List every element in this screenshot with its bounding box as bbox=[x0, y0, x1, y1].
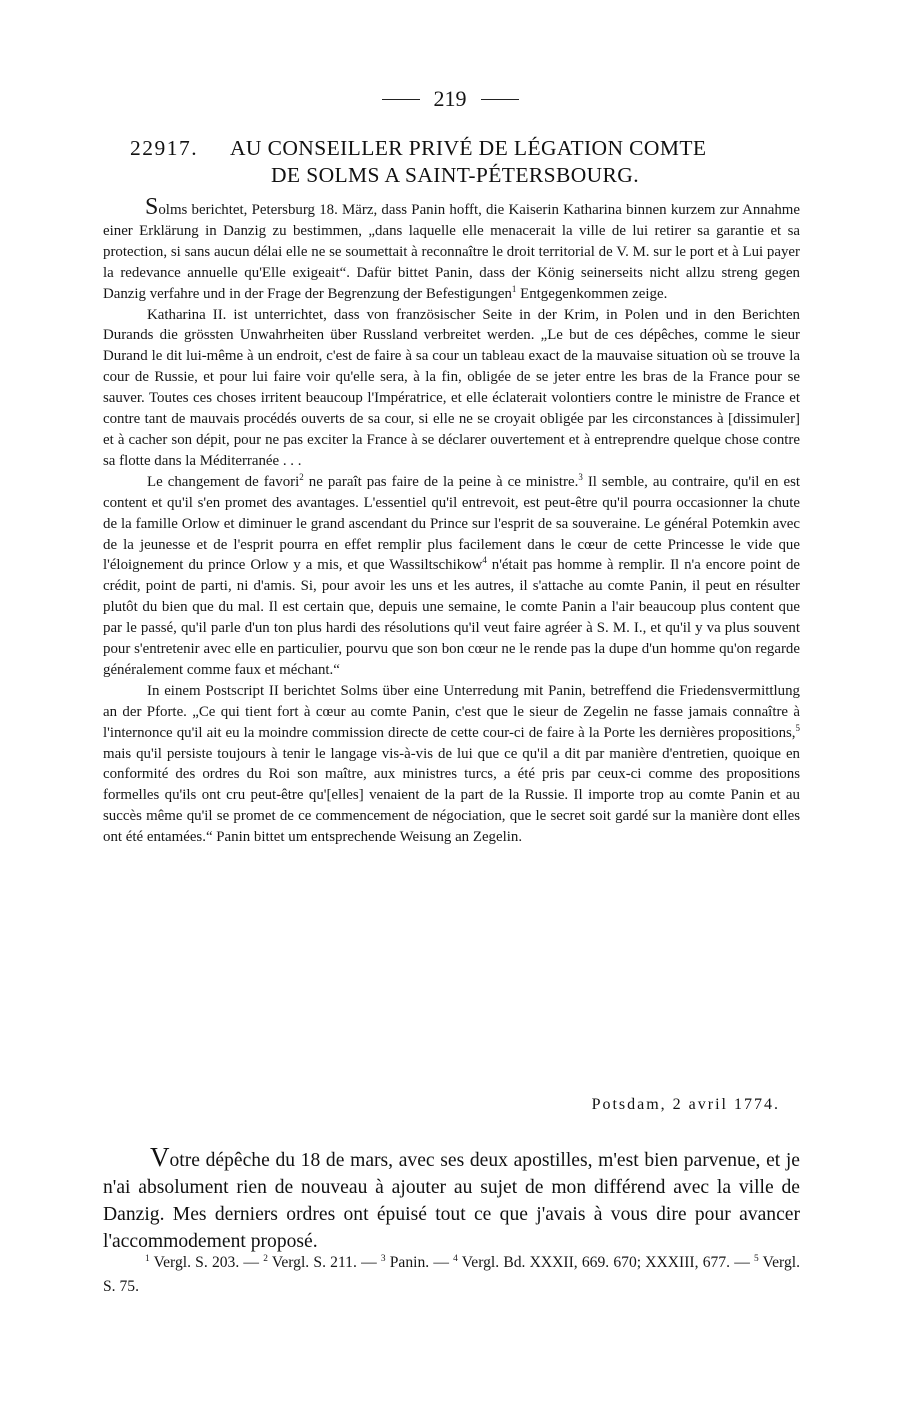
paragraph-3 bbox=[103, 472, 800, 681]
summary-text bbox=[103, 194, 801, 848]
paragraph-1-tail: Entgegenkommen zeige. bbox=[516, 285, 668, 302]
footnote-mark-1: 1 bbox=[145, 1253, 150, 1264]
paragraph-3-text-c: Il semble, au contraire, qu'il en est content et qu'il s'en promet des avantages. L'essentiel qu'il entrevoit, est peut-être qu'il pourra occasionner la chute de la famille Orlow et diminuer le grand ascendant du Prince sur l'esprit de sa souveraine. Le général Potemkin avec de la jeunesse et de l'esprit pourra en effet remplir plus facilement dans le cœur de cette Princesse le vide que l'éloignement du prince Orlow y a mis, et que Wassiltschikow bbox=[103, 473, 801, 574]
document-number: 22917. bbox=[130, 136, 199, 160]
paragraph-4-text-a: In einem Postscript II berichtet Solms über eine Unterredung mit Panin, betreffend die Friedensvermittlung an der Pforte. „Ce qui tient fort à cœur au comte Panin, c'est que le sieur de Zegelin ne fasse jamais connaître à l'internonce qu'il ait eu la moindre commission directe de cette cour-ci de faire à la Porte les dernières propositions, bbox=[103, 682, 800, 741]
footnote-ref-1: 1 bbox=[511, 283, 517, 294]
footnote-text-1: Vergl. S. 203. — bbox=[149, 1254, 264, 1271]
footnote-ref-4: 4 bbox=[482, 555, 487, 566]
dateline: Potsdam, 2 avril 1774. bbox=[591, 1096, 780, 1113]
left-rule bbox=[382, 99, 420, 100]
initial-letter: S bbox=[145, 194, 159, 220]
footnote-mark-3: 3 bbox=[380, 1253, 386, 1264]
footnote-ref-3: 3 bbox=[578, 471, 583, 482]
paragraph-2: Katharina II. ist unterrichtet, dass von französischer Seite in der Krim, in Polen und in den Berichten Durands die grössten Unwahrheiten über Russland verbreitet werden. „Le but de ces dépêches, comme le sieur Durand le dit lui-même à un endroit, c'est de faire à sa cour un tableau exact de la mauvaise situation où se trouve la cour de Russie, et pour lui faire voir qu'elle sera, à la fin, obligée de se jeter entre les bras de la France pour se sauver. Toutes ces choses irritent beaucoup l'Impératrice, et elle éclaterait volontiers contre le ministre de France et contre tant de mauvais procédés ouverts de sa cour, si elle ne se croyait obligée par les circonstances à [dissimuler] et à cacher son dépit, pour ne pas exciter la France à se déclarer ouvertement et à entreprendre quelque chose contre sa flotte dans la Méditerranée . . . bbox=[103, 306, 800, 469]
letter-initial: V bbox=[150, 1141, 170, 1172]
footnote-ref-2: 2 bbox=[299, 471, 304, 482]
footnote-text-5: Vergl. S. 75. bbox=[103, 1254, 800, 1295]
paragraph-1-text: olms berichtet, Petersburg 18. März, dass Panin hofft, die Kaiserin Katharina binnen kurzem zur Annahme einer Erklärung in Danzig zu bestimmen, „dans laquelle elle menacerait la ville de lui retirer sa garantie et sa protection, si sans aucun délai elle ne se soumettait à reconnaître le droit territorial de V. M. sur le port et à Lui payer la redevance annuelle qu'Elle exigeait“. Dafür bittet Panin, dass der König seinerseits nicht allzu streng gegen Danzig verfahre und in der Frage der Begrenzung der Befestigungen bbox=[103, 202, 800, 302]
paragraph-4-text-b: mais qu'il persiste toujours à tenir le langage vis-à-vis de lui que ce qu'il a dit par manière d'entretien, quoique en conformité des ordres du Roi son maître, aux ministres turcs, a été pris par ceux-ci comme des propositions formelles qu'ils ont cru peut-être qu'[elles] venaient de la part de la Russie. Il importe trop au comte Panin et au succès même qu'il se promet de ce commencement de négociation, que le secret soit gardé sur la manière dont elles ont été entamées.“ Panin bittet um entsprechende Weisung an Zegelin. bbox=[103, 745, 800, 846]
right-rule bbox=[481, 99, 519, 100]
paragraph-3-text-b: ne paraît pas faire de la peine à ce ministre. bbox=[303, 473, 579, 490]
footnote-text-4: Vergl. Bd. XXXII, 669. 670; XXXIII, 677. — bbox=[457, 1254, 754, 1271]
heading-line-1: AU CONSEILLER PRIVÉ DE LÉGATION COMTE bbox=[230, 136, 707, 160]
footnote-text-3: Panin. — bbox=[385, 1254, 454, 1271]
footnote-mark-2: 2 bbox=[263, 1253, 268, 1264]
page-number: 219 bbox=[433, 86, 467, 111]
footnote-mark-5: 5 bbox=[754, 1253, 759, 1264]
page-number-line bbox=[0, 86, 900, 112]
paragraph-3-text-a: Le changement de favori bbox=[147, 473, 300, 490]
footnote-ref-5: 5 bbox=[795, 722, 800, 733]
paragraph-3-text-d: n'était pas homme à remplir. Il n'a encore point de crédit, point de parti, ni d'amis. Si, pour avoir les uns et les autres, il s'attache au comte Panin, il peut en résulter plutôt du bien que du mal. Il est certain que, depuis une semaine, le comte Panin a l'air beaucoup plus content que par le passé, qu'il parle d'un ton plus hardi des résolutions qu'il veut faire agréer à S. M. I., et qu'il y va plus souvent pour s'entretenir avec elle en particulier, pourvu que son bon cœur ne le rende pas la dupe d'un homme qu'on regarde généralement comme faux et méchant.“ bbox=[103, 557, 800, 678]
letter-body: otre dépêche du 18 de mars, avec ses deux apostilles, m'est bien parvenue, et je n'ai absolument rien de nouveau à ajouter au sujet de mon différend avec la ville de Danzig. Mes derniers ordres ont épuisé tout ce que j'avais à vous dire pour avancer l'accommodement proposé. bbox=[103, 1149, 800, 1253]
heading-line-2: DE SOLMS A SAINT-PÉTERSBOURG. bbox=[270, 163, 639, 187]
paragraph-4 bbox=[103, 681, 800, 848]
footnote-text-2: Vergl. S. 211. — bbox=[267, 1254, 381, 1271]
paragraph-1 bbox=[103, 194, 800, 305]
footnotes bbox=[103, 1251, 800, 1299]
footnote-mark-4: 4 bbox=[453, 1253, 458, 1264]
letter-text bbox=[103, 1141, 800, 1256]
